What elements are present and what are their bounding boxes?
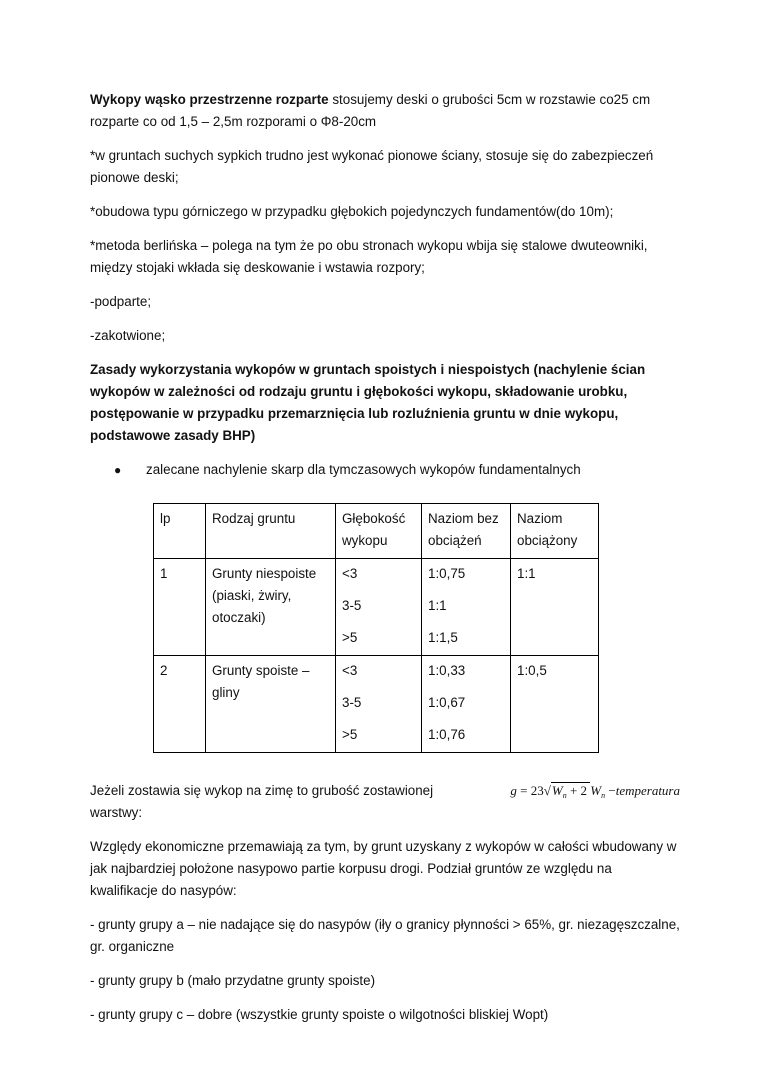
formula-coef: 23: [530, 783, 544, 798]
formula-minus: −: [605, 783, 616, 798]
paragraph-narrow-trench: [90, 89, 680, 133]
cell-lp: 1: [154, 559, 206, 656]
cell-loaded: 1:0,5: [511, 656, 599, 753]
bullet-item: [90, 459, 680, 481]
section-heading: Zasady wykorzystania wykopów w gruntach spoistych i niespoistych (nachylenie ścian wykopów w zależności od rodzaju gruntu i głębokości wykopu, składowanie urobku, postępowanie w przypadku przemarznięcia lub rozluźnienia gruntu w dnie wykopu, podstawowe zasady BHP): [90, 362, 646, 443]
table-header-row: [154, 504, 599, 559]
winter-paragraph: [90, 780, 680, 824]
header-depth: Głębokość wykopu: [336, 504, 422, 559]
paragraph-anchored: -zakotwione;: [90, 328, 166, 343]
header-loaded: Naziom obciążony: [511, 504, 599, 559]
header-soil-type: Rodzaj gruntu: [206, 504, 336, 559]
paragraph-berlin-method: *metoda berlińska – polega na tym że po obu stronach wykopu wbija się stalowe dwuteowniki, między stojaki wkłada się deskowanie i wstawia rozpory;: [90, 238, 648, 275]
formula-w1: W: [551, 783, 563, 798]
formula-temperature: temperatura: [615, 783, 680, 798]
slope-value: 1:0,75: [428, 566, 466, 581]
depth-value: 3-5: [342, 598, 362, 613]
slope-value: 1:0,33: [428, 663, 466, 678]
formula-radicand: [551, 782, 590, 798]
cell-unloaded: [422, 559, 511, 656]
paragraph-supported: -podparte;: [90, 294, 152, 309]
formula-plus: + 2: [566, 783, 591, 798]
depth-value: >5: [342, 630, 358, 645]
thickness-formula: [510, 780, 680, 807]
formula-w2: W: [590, 783, 602, 798]
narrow-trench-description: stosujemy deski o grubości 5cm w rozstawie co25 cm rozparte co od 1,5 – 2,5m rozporami o Φ8-20cm: [90, 92, 651, 129]
paragraph-group-b: - grunty grupy b (mało przydatne grunty spoiste): [90, 973, 376, 988]
cell-soil-type: Grunty spoiste – gliny: [206, 656, 336, 753]
paragraph-mining-casing: *obudowa typu górniczego w przypadku głębokich pojedynczych fundamentów(do 10m);: [90, 204, 614, 219]
formula-eq: =: [516, 783, 531, 798]
header-lp: lp: [154, 504, 206, 559]
table-row: [154, 656, 599, 753]
depth-value: >5: [342, 727, 358, 742]
slope-value: 1:1,5: [428, 630, 458, 645]
formula-lhs: g: [510, 783, 517, 798]
table-row: [154, 559, 599, 656]
paragraph-group-a: - grunty grupy a – nie nadające się do nasypów (iły o granicy płynności > 65%, gr. niezagęszczalne, gr. organiczne: [90, 917, 680, 954]
depth-value: 3-5: [342, 695, 362, 710]
depth-value: <3: [342, 663, 358, 678]
paragraph-economic: Względy ekonomiczne przemawiają za tym, by grunt uzyskany z wykopów w całości wbudowany w jak najbardziej położone nasypowo partie korpusu drogi. Podział gruntów ze względu na kwalifikacje do nasypów:: [90, 839, 677, 898]
cell-unloaded: [422, 656, 511, 753]
cell-depth: [336, 656, 422, 753]
sqrt-icon: √: [543, 783, 551, 798]
winter-text: Jeżeli zostawia się wykop na zimę to grubość zostawionej warstwy:: [90, 783, 434, 820]
slope-value: 1:0,67: [428, 695, 466, 710]
slope-value: 1:0,76: [428, 727, 466, 742]
cell-lp: 2: [154, 656, 206, 753]
depth-value: <3: [342, 566, 358, 581]
cell-depth: [336, 559, 422, 656]
formula-w1-sub: n: [562, 791, 567, 800]
bullet-text: zalecane nachylenie skarp dla tymczasowych wykopów fundamentalnych: [146, 462, 581, 477]
document-page: [90, 89, 680, 1038]
header-unloaded: Naziom bez obciążeń: [422, 504, 511, 559]
narrow-trench-term: Wykopy wąsko przestrzenne rozparte: [90, 92, 329, 107]
bullet-dot-icon: ●: [114, 463, 122, 477]
paragraph-group-c: - grunty grupy c – dobre (wszystkie grunty spoiste o wilgotności bliskiej Wopt): [90, 1007, 549, 1022]
formula-w2-sub: n: [601, 791, 606, 800]
slope-value: 1:1: [428, 598, 447, 613]
paragraph-dry-soils: *w gruntach suchych sypkich trudno jest wykonać pionowe ściany, stosuje się do zabezpieczeń pionowe deski;: [90, 148, 654, 185]
cell-loaded: 1:1: [511, 559, 599, 656]
cell-soil-type: Grunty niespoiste (piaski, żwiry, otoczaki): [206, 559, 336, 656]
slope-table: [153, 503, 599, 753]
